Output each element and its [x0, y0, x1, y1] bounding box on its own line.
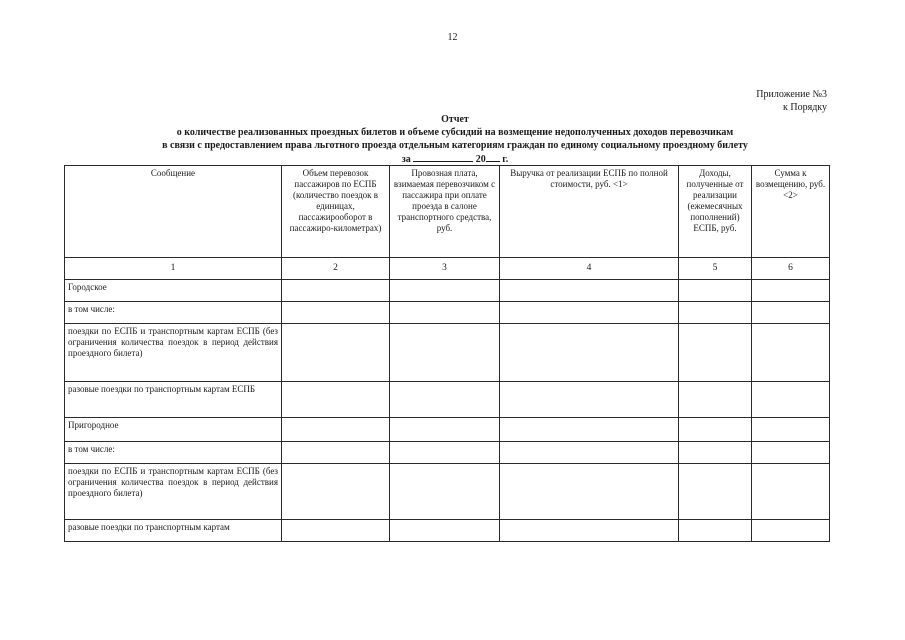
table-cell[interactable] [282, 442, 390, 464]
year-blank [486, 152, 500, 162]
table-cell[interactable] [752, 280, 830, 302]
table-cell[interactable] [390, 324, 500, 382]
table-cell[interactable] [282, 418, 390, 442]
table-cell[interactable] [679, 302, 752, 324]
header-income: Доходы, полученные от реализации (ежемесячных пополнений) ЕСПБ, руб. [679, 166, 752, 258]
report-heading: Отчет [441, 114, 469, 125]
table-cell[interactable] [679, 464, 752, 520]
appendix-reference [756, 88, 827, 114]
table-cell[interactable] [752, 442, 830, 464]
period-blank [413, 152, 473, 162]
report-subtitle-line2: в связи с предоставлением права льготного проезда отдельным категориям граждан по единому социальному проездному билету [162, 140, 748, 151]
row-label: Городское [65, 280, 282, 302]
period-prefix: за [401, 154, 411, 165]
header-revenue: Выручка от реализации ЕСПБ по полной стоимости, руб. <1> [500, 166, 679, 258]
table-cell[interactable] [390, 418, 500, 442]
column-number-row [65, 258, 830, 280]
table-cell[interactable] [282, 302, 390, 324]
table-cell[interactable] [282, 280, 390, 302]
column-number: 3 [390, 258, 500, 280]
table-cell[interactable] [390, 302, 500, 324]
row-label: Пригородное [65, 418, 282, 442]
report-period [60, 152, 850, 166]
table-cell[interactable] [390, 382, 500, 418]
table-cell[interactable] [752, 418, 830, 442]
table-cell[interactable] [390, 280, 500, 302]
table-cell[interactable] [679, 442, 752, 464]
period-suffix: г. [502, 154, 509, 165]
table-cell[interactable] [282, 382, 390, 418]
column-number: 4 [500, 258, 679, 280]
header-volume: Объем перевозок пассажиров по ЕСПБ (количество поездок в единицах, пассажирооборот в пассажиро-километрах) [282, 166, 390, 258]
table-row [65, 280, 830, 302]
table-cell[interactable] [500, 464, 679, 520]
row-label: поездки по ЕСПБ и транспортным картам ЕСПБ (без ограничения количества поездок в период действия проездного билета) [65, 324, 282, 382]
table-cell[interactable] [282, 324, 390, 382]
table-cell[interactable] [752, 520, 830, 542]
period-year: 20 [475, 154, 486, 165]
table-cell[interactable] [500, 302, 679, 324]
row-label: разовые поездки по транспортным картам ЕСПБ [65, 382, 282, 418]
table-row [65, 520, 830, 542]
table-cell[interactable] [282, 464, 390, 520]
column-number: 1 [65, 258, 282, 280]
table-cell[interactable] [679, 418, 752, 442]
header-fare: Провозная плата, взимаемая перевозчиком с пассажира при оплате проезда в салоне транспортного средства, руб. [390, 166, 500, 258]
report-subtitle-line1: о количестве реализованных проездных билетов и объеме субсидий на возмещение недополученных доходов перевозчикам [176, 127, 734, 138]
page-number: 12 [447, 32, 458, 43]
table-row [65, 324, 830, 382]
table-cell[interactable] [500, 382, 679, 418]
header-compensation: Сумма к возмещению, руб. <2> [752, 166, 830, 258]
table-row [65, 418, 830, 442]
table-cell[interactable] [500, 418, 679, 442]
table-cell[interactable] [500, 324, 679, 382]
table-cell[interactable] [752, 302, 830, 324]
table-cell[interactable] [752, 324, 830, 382]
appendix-order: к Порядку [783, 102, 827, 113]
table-cell[interactable] [679, 280, 752, 302]
row-label: поездки по ЕСПБ и транспортным картам ЕСПБ (без ограничения количества поездок в период действия проездного билета) [65, 464, 282, 520]
table-cell[interactable] [390, 442, 500, 464]
header-row [65, 166, 830, 258]
table-cell[interactable] [679, 520, 752, 542]
column-number: 5 [679, 258, 752, 280]
appendix-number: Приложение №3 [756, 89, 827, 100]
table-cell[interactable] [500, 520, 679, 542]
table-cell[interactable] [390, 464, 500, 520]
table-row [65, 464, 830, 520]
column-number: 6 [752, 258, 830, 280]
table-cell[interactable] [679, 324, 752, 382]
row-label: разовые поездки по транспортным картам [65, 520, 282, 542]
table-cell[interactable] [390, 520, 500, 542]
table-cell[interactable] [500, 442, 679, 464]
row-label: в том числе: [65, 302, 282, 324]
table-row [65, 302, 830, 324]
row-label: в том числе: [65, 442, 282, 464]
column-number: 2 [282, 258, 390, 280]
table-cell[interactable] [500, 280, 679, 302]
table-cell[interactable] [282, 520, 390, 542]
table-row [65, 442, 830, 464]
report-table [64, 165, 830, 542]
report-title [60, 113, 850, 166]
table-row [65, 382, 830, 418]
table-cell[interactable] [752, 464, 830, 520]
table-cell[interactable] [679, 382, 752, 418]
header-message: Сообщение [65, 166, 282, 258]
table-cell[interactable] [752, 382, 830, 418]
